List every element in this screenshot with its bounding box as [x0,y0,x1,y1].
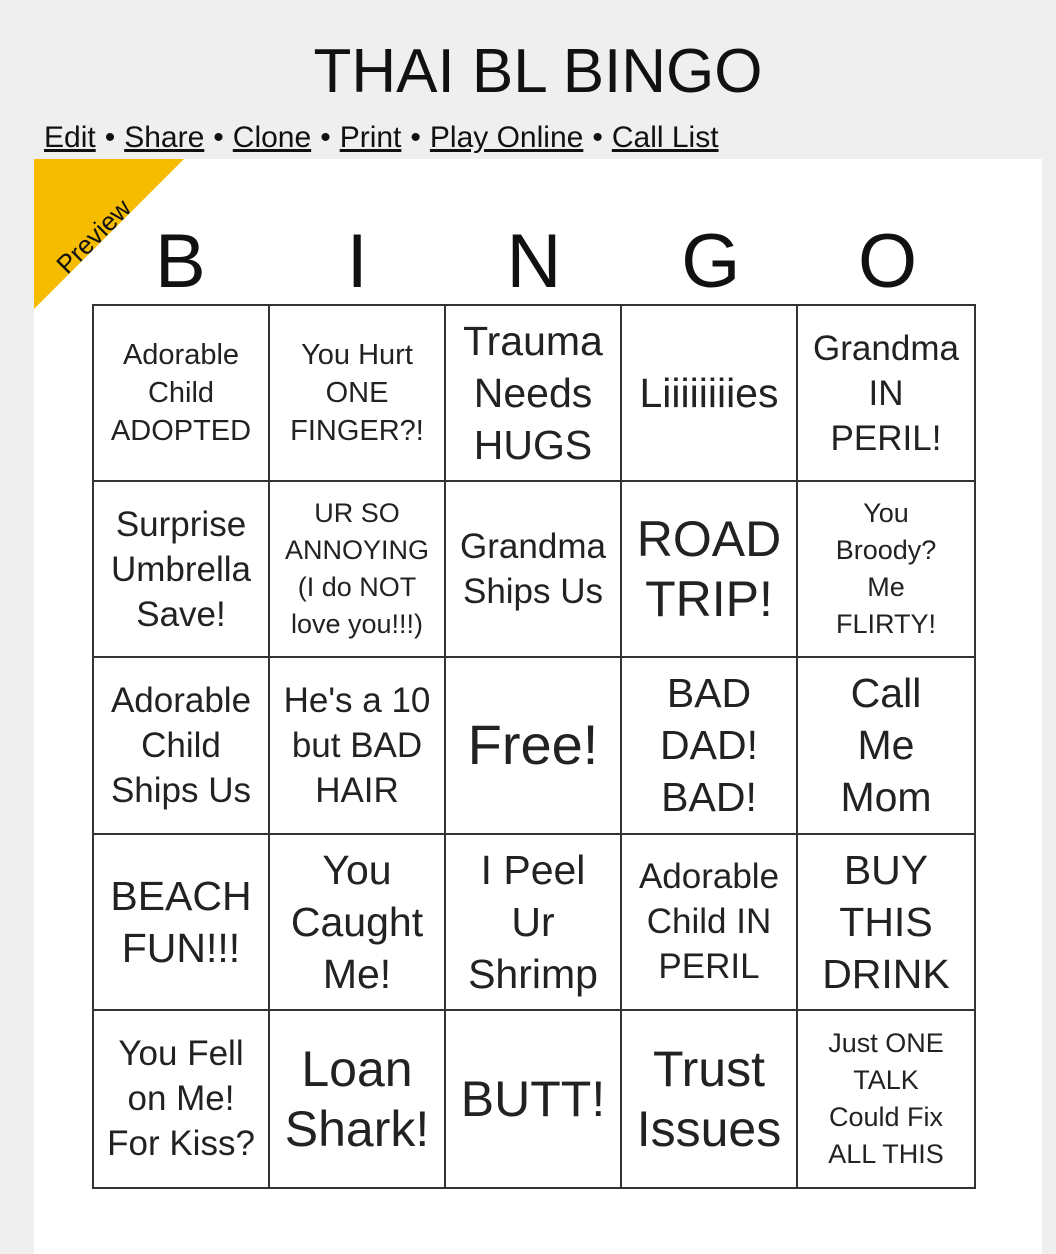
bingo-cell[interactable] [446,306,622,482]
bingo-cell[interactable] [798,658,974,834]
bingo-cell[interactable] [446,482,622,658]
cell-text: Grandma IN PERIL! [813,328,959,458]
bingo-cell[interactable] [446,1011,622,1187]
header-letter-b: B [155,219,206,304]
separator: • [410,121,421,154]
bingo-cell[interactable] [94,482,270,658]
bingo-cell[interactable] [270,835,446,1011]
cell-text: I Peel Ur Shrimp [468,846,598,997]
cell-text: Adorable Child ADOPTED [110,339,252,448]
edit-link[interactable]: Edit [44,121,96,154]
header-letter-o: O [858,219,918,304]
cell-text: You Hurt ONE FINGER?! [290,339,424,448]
bingo-cell[interactable] [270,306,446,482]
share-link[interactable]: Share [124,121,205,154]
bingo-cell[interactable] [270,1011,446,1187]
bingo-grid [92,304,976,1189]
bingo-cell[interactable] [94,306,270,482]
bingo-header [92,219,976,304]
cell-text: BUTT! [460,1070,606,1127]
bingo-cell[interactable] [446,835,622,1011]
cell-text: BUY THIS DRINK [822,846,950,997]
cell-text: You Fell on Me! For Kiss? [107,1034,255,1164]
cell-text: BAD DAD! BAD! [660,670,758,821]
call-list-link[interactable]: Call List [611,121,719,154]
cell-text: Just ONE TALK Could Fix ALL THIS [828,1027,944,1169]
separator: • [320,121,331,154]
preview-label: Preview [50,192,137,280]
bingo-cell[interactable] [798,835,974,1011]
bingo-cell[interactable] [798,1011,974,1187]
header-letter-i: I [346,219,368,304]
bingo-cell[interactable] [622,482,798,658]
cell-text: Trust Issues [636,1040,782,1157]
bingo-cell free-space[interactable] [446,658,622,834]
cell-text: Loan Shark! [284,1040,430,1157]
cell-text: BEACH FUN!!! [110,872,252,971]
bingo-cell[interactable] [798,482,974,658]
cell-text: He's a 10 but BAD HAIR [283,680,431,810]
cell-text: UR SO ANNOYING (I do NOT love you!!!) [284,498,430,640]
print-link[interactable]: Print [339,121,402,154]
cell-text: You Broody? Me FLIRTY! [835,498,937,640]
bingo-cell[interactable] [798,306,974,482]
cell-text: ROAD TRIP! [636,511,782,628]
cell-text: Grandma Ships Us [460,527,606,612]
cell-text: Liiiiiiiies [639,370,779,417]
cell-text: Free! [467,713,599,777]
bingo-cell[interactable] [94,835,270,1011]
bingo-cell[interactable] [622,658,798,834]
cell-text: Surprise Umbrella Save! [110,504,252,634]
play-online-link[interactable]: Play Online [429,121,584,154]
cell-text: Trauma Needs HUGS [463,318,603,469]
separator: • [592,121,603,154]
bingo-cell[interactable] [94,658,270,834]
bingo-card [34,159,1042,1254]
bingo-cell[interactable] [622,1011,798,1187]
separator: • [104,121,116,154]
clone-link[interactable]: Clone [232,121,312,154]
cell-text: Adorable Child IN PERIL [638,857,780,987]
header-letter-g: G [681,219,741,304]
cell-text: Adorable Child Ships Us [110,680,252,810]
cell-text: You Caught Me! [290,846,424,997]
bingo-cell[interactable] [94,1011,270,1187]
action-links [44,118,719,158]
bingo-cell[interactable] [622,306,798,482]
bingo-cell[interactable] [270,482,446,658]
bingo-cell[interactable] [622,835,798,1011]
separator: • [213,121,224,154]
bingo-cell[interactable] [270,658,446,834]
cell-text: Call Me Mom [840,670,932,821]
header-letter-n: N [506,219,562,304]
page-title: THAI BL BINGO [313,37,763,106]
